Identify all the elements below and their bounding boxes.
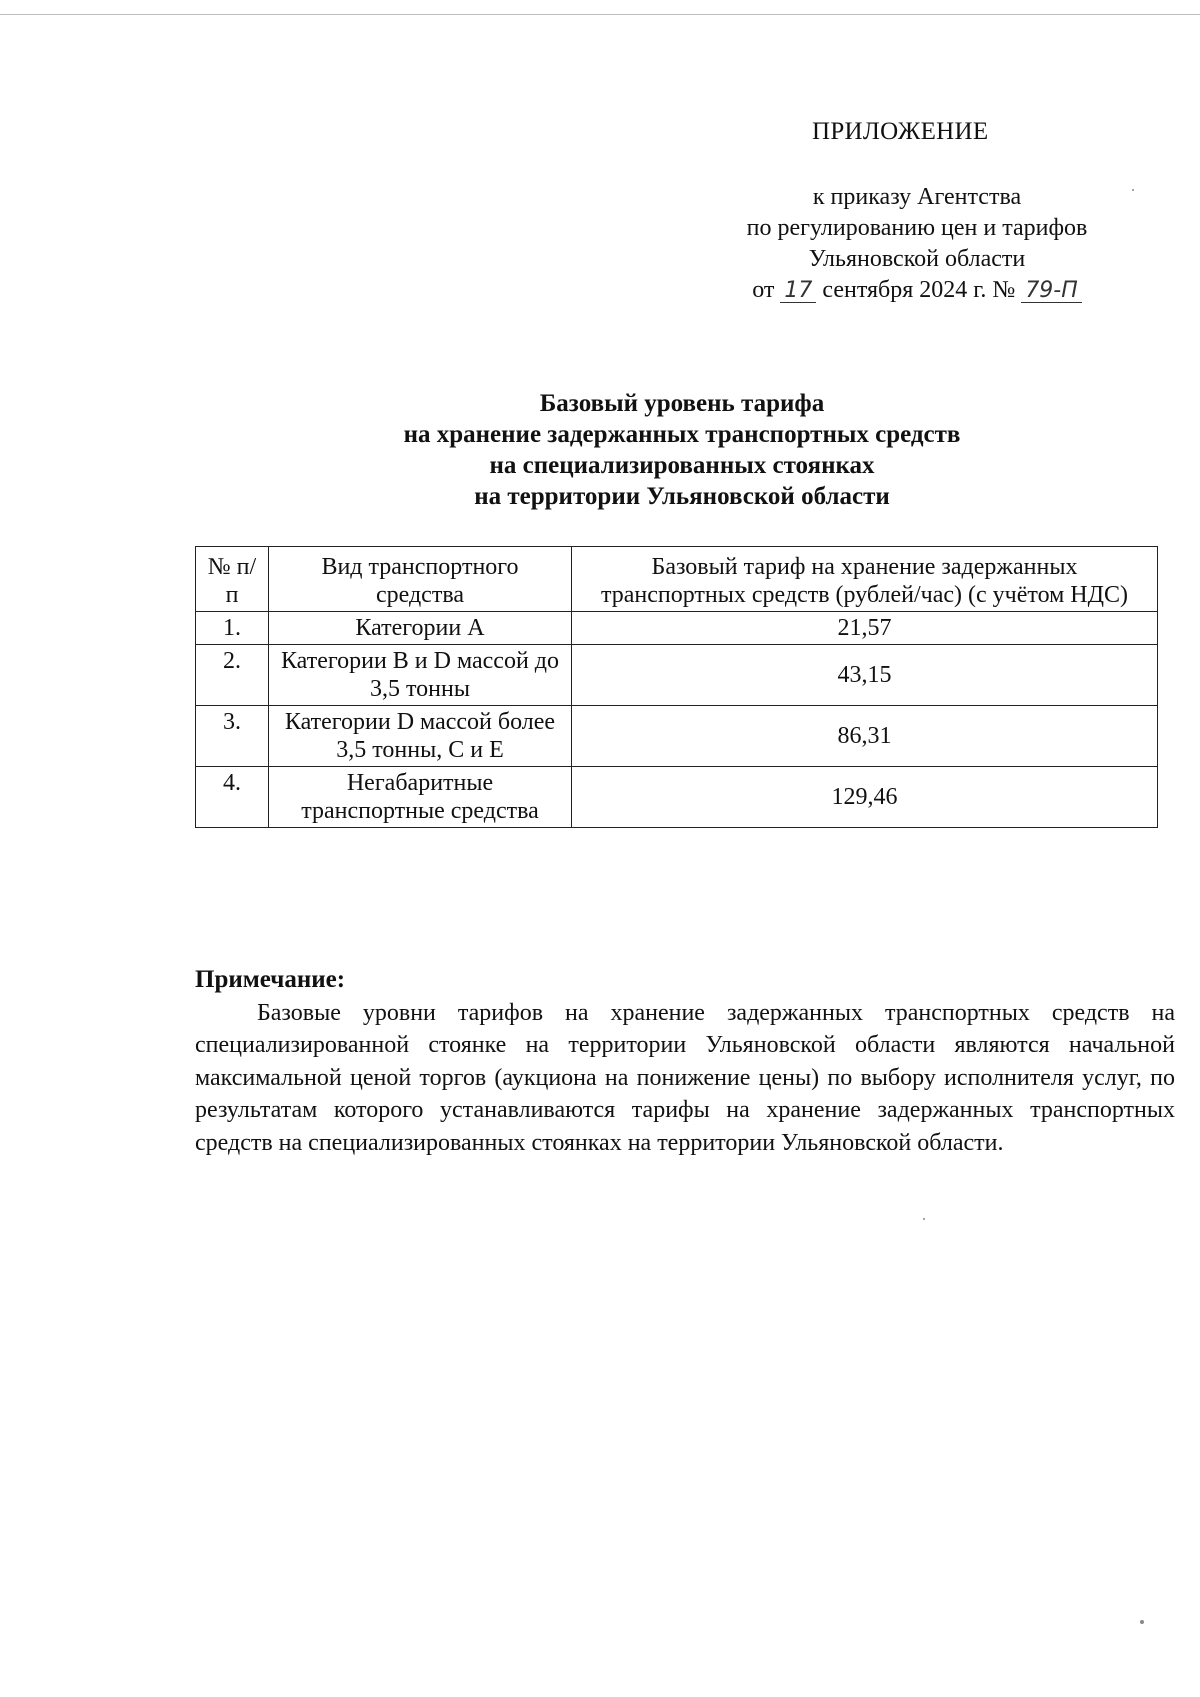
row-tariff: 43,15 — [572, 645, 1158, 706]
date-prefix: от — [752, 277, 775, 303]
appendix-date-line — [692, 275, 1142, 306]
header-tariff: Базовый тариф на хранение задержанных транспортных средств (рублей/час) (с учётом НДС) — [572, 547, 1158, 612]
table-row — [196, 767, 1158, 828]
table-header-row — [196, 547, 1158, 612]
header-vehicle-type: Вид транспортного средства — [269, 547, 572, 612]
appendix-line-1: к приказу Агентства — [812, 184, 1022, 210]
row-num: 3. — [196, 706, 269, 767]
row-tariff: 86,31 — [572, 706, 1158, 767]
title-line: на хранение задержанных транспортных средств — [403, 421, 961, 448]
row-vehicle-type: Категории D массой более 3,5 тонны, С и Е — [269, 706, 572, 767]
appendix-line-3: Ульяновской области — [808, 246, 1026, 272]
note-heading: Примечание: — [195, 966, 346, 993]
table-row — [196, 612, 1158, 645]
row-tariff: 21,57 — [572, 612, 1158, 645]
handwritten-order-number: 79-П — [1021, 280, 1081, 303]
title-line: на специализированных стоянках — [489, 452, 875, 479]
row-tariff: 129,46 — [572, 767, 1158, 828]
row-vehicle-type: Категории А — [269, 612, 572, 645]
row-num: 2. — [196, 645, 269, 706]
row-num: 4. — [196, 767, 269, 828]
row-num: 1. — [196, 612, 269, 645]
scan-speck — [1132, 189, 1134, 191]
note-text: Базовые уровни тарифов на хранение задержанных транспортных средств на специализированной стоянке на территории Ульяновской области являются начальной максимальной ценой торгов (аукциона на понижение цены) по выбору исполнителя услуг, по результатам которого устанавливаются тарифы на хранение задержанных транспортных средств на специализированных стоянках на территории Ульяновской области. — [195, 999, 1175, 1156]
title-line: на территории Ульяновской области — [474, 483, 890, 510]
appendix-line-2: по регулированию цен и тарифов — [746, 215, 1088, 241]
table-row — [196, 645, 1158, 706]
note-section — [195, 964, 1175, 1159]
date-rest: сентября 2024 г. № — [822, 277, 1016, 303]
document-title — [160, 388, 1200, 512]
header-num: № п/п — [196, 547, 269, 612]
scan-top-edge — [0, 14, 1200, 15]
row-vehicle-type: Категории В и D массой до 3,5 тонны — [269, 645, 572, 706]
appendix-title: ПРИЛОЖЕНИЕ — [812, 118, 989, 145]
row-vehicle-type: Негабаритные транспортные средства — [269, 767, 572, 828]
scan-speck — [923, 1218, 925, 1220]
appendix-reference — [692, 182, 1142, 306]
tariff-table — [195, 546, 1158, 828]
handwritten-day: 17 — [780, 280, 816, 303]
title-line: Базовый уровень тарифа — [539, 390, 825, 417]
table-row — [196, 706, 1158, 767]
scan-speck — [1140, 1620, 1144, 1624]
